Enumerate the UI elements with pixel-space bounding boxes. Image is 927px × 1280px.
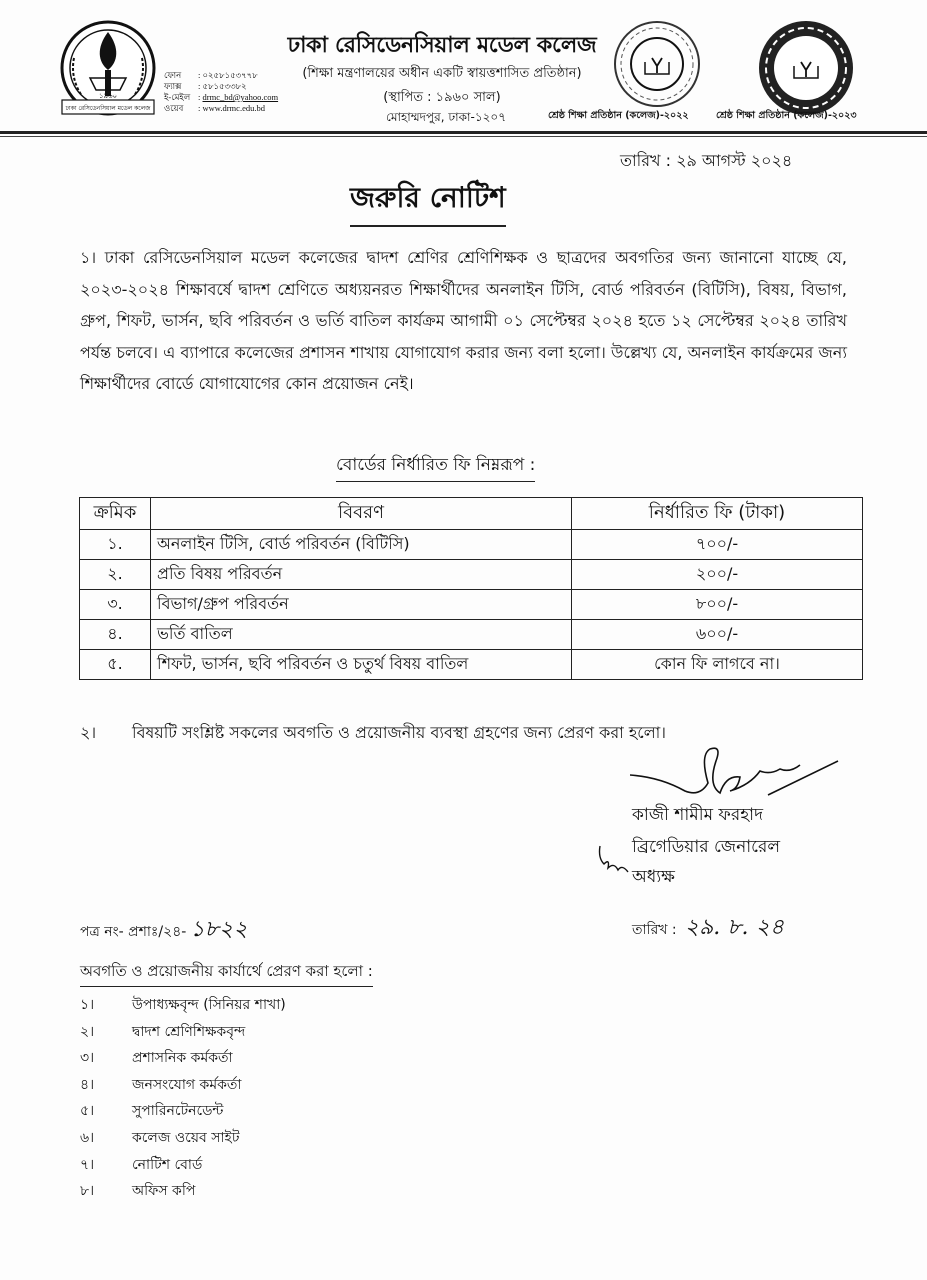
row-serial: ৩.: [80, 590, 151, 620]
signatory-title: অধ্যক্ষ: [632, 867, 675, 887]
list-item: [80, 992, 286, 1019]
list-item: [80, 1072, 286, 1099]
list-item: [80, 1019, 286, 1046]
logo-year: ১৯৬০: [98, 92, 118, 100]
row-fee: ৬০০/-: [572, 620, 863, 650]
award-caption-2022: শ্রেষ্ঠ শিক্ষা প্রতিষ্ঠান (কলেজ)-২০২২: [548, 110, 689, 121]
list-item: [80, 1045, 286, 1072]
contact-info: ফোন : ০২৫৮১৫৩৭৭৮ ফ্যাক্স : ৫৮১৫৩৩৮২ ই-মেইল : drmc_bd@yahoo.com ওয়েব : www.drmc.edu.bd: [164, 70, 279, 113]
list-item-number: ৩।: [80, 1050, 95, 1067]
list-item-label: সুপারিনটেনডেন্ট: [132, 1103, 224, 1120]
award-seal-2022-icon: [612, 18, 702, 112]
list-item-label: কলেজ ওয়েব সাইট: [132, 1129, 240, 1146]
fee-table-header-row: [80, 498, 863, 530]
list-item: [80, 1125, 286, 1152]
list-item-label: প্রশাসনিক কর্মকর্তা: [132, 1050, 233, 1067]
list-item-number: ১।: [80, 997, 95, 1013]
list-item-number: ২।: [80, 1023, 95, 1040]
list-item-number: ৮।: [80, 1183, 95, 1200]
fee-table-heading: বোর্ডের নির্ধারিত ফি নিম্নরূপ :: [336, 452, 535, 482]
table-row: [80, 560, 863, 590]
list-item-label: উপাধ্যক্ষবৃন্দ (সিনিয়র শাখা): [132, 997, 286, 1013]
notice-paragraph-1: ১। ঢাকা রেসিডেনসিয়াল মডেল কলেজের দ্বাদশ শ্রেণির শ্রেণিশিক্ষক ও ছাত্রদের অবগতির জন্য জানানো যাচ্ছে যে, ২০২৩-২০২৪ শিক্ষাবর্ষে দ্বাদশ শ্রেণিতে অধ্যয়নরত শিক্ষার্থীদের অনলাইন টিসি, বোর্ড পরিবর্তন (বিটিসি), বিষয়, বিভাগ, গ্রুপ, শিফট, ভার্সন, ছবি পরিবর্তন ও ভর্তি বাতিল কার্যক্রম আগামী ০১ সেপ্টেম্বর ২০২৪ হতে ১২ সেপ্টেম্বর ২০২৪ তারিখ পর্যন্ত চলবে। এ ব্যাপারে কলেজের প্রশাসন শাখায় যোগাযোগ করার জন্য বলা হলো। উল্লেখ্য যে, অনলাইন কার্যক্রমের জন্য শিক্ষার্থীদের বোর্ডে যোগাযোগের কোন প্রয়োজন নেই।: [80, 248, 847, 393]
row-serial: ৪.: [80, 620, 151, 650]
header-rule-thick: [0, 131, 927, 134]
footer-date-handwritten: ২৯. ৮. ২৪: [684, 915, 785, 940]
list-item-number: ৬।: [80, 1129, 95, 1146]
row-fee: ৮০০/-: [572, 590, 863, 620]
row-description: ভর্তি বাতিল: [151, 620, 572, 650]
row-description: অনলাইন টিসি, বোর্ড পরিবর্তন (বিটিসি): [151, 530, 572, 560]
paragraph-2-text: বিষয়টি সংশ্লিষ্ট সকলের অবগতি ও প্রয়োজনীয় ব্যবস্থা গ্রহণের জন্য প্রেরণ করা হলো।: [132, 723, 667, 742]
college-subtitle: (শিক্ষা মন্ত্রণালয়ের অধীন একটি স্বায়ত্তশাসিত প্রতিষ্ঠান): [302, 66, 582, 81]
college-logo-emblem: [56, 18, 160, 122]
table-row: [80, 530, 863, 560]
website-link[interactable]: : www.drmc.edu.bd: [198, 103, 265, 113]
notice-title: জরুরি নোটিশ: [350, 176, 506, 227]
row-serial: ২.: [80, 560, 151, 590]
header-rule-thin: [0, 136, 927, 137]
memo-prefix: পত্র নং- প্রশাঃ/২৪-: [80, 924, 187, 940]
table-row: [80, 620, 863, 650]
fax-label: ফ্যাক্স: [164, 81, 182, 91]
memo-number: [80, 912, 248, 949]
notice-date: তারিখ : ২৯ আগস্ট ২০২৪: [620, 151, 793, 170]
column-header-serial: ক্রমিক: [80, 498, 151, 530]
email-label: ই-মেইল: [164, 92, 191, 102]
row-description: বিভাগ/গ্রুপ পরিবর্তন: [151, 590, 572, 620]
table-row: [80, 590, 863, 620]
row-description: প্রতি বিষয় পরিবর্তন: [151, 560, 572, 590]
row-description: শিফট, ভার্সন, ছবি পরিবর্তন ও চতুর্থ বিষয় বাতিল: [151, 650, 572, 680]
column-header-fee: নির্ধারিত ফি (টাকা): [572, 498, 863, 530]
row-fee: ২০০/-: [572, 560, 863, 590]
list-item-number: ৪।: [80, 1076, 95, 1093]
signatory-rank: ব্রিগেডিয়ার জেনারেল: [632, 837, 781, 857]
list-item-label: দ্বাদশ শ্রেণিশিক্ষকবৃন্দ: [132, 1023, 246, 1040]
signatory-name: কাজী শামীম ফরহাদ: [632, 805, 764, 825]
list-item-number: ৫।: [80, 1103, 95, 1120]
fax-number: : ৫৮১৫৩৩৮২: [198, 81, 247, 91]
list-item: [80, 1152, 286, 1179]
row-serial: ৫.: [80, 650, 151, 680]
web-label: ওয়েব: [164, 103, 184, 113]
college-name: ঢাকা রেসিডেনসিয়াল মডেল কলেজ: [287, 33, 597, 58]
footer-date: [632, 910, 784, 947]
logo-banner-text: ঢাকা রেসিডেনসিয়াল মডেল কলেজ: [65, 105, 151, 112]
email-link[interactable]: drmc_bd@yahoo.com: [202, 92, 279, 102]
award-seal-2023-icon: [756, 18, 856, 118]
notice-paragraph-2: [80, 720, 666, 747]
list-item-label: নোটিশ বোর্ড: [132, 1156, 203, 1173]
recipient-list: [80, 992, 286, 1205]
fee-table: [79, 497, 863, 680]
initials-scribble-icon: [596, 840, 636, 880]
footer-date-label: তারিখ :: [632, 922, 677, 938]
row-fee: কোন ফি লাগবে না।: [572, 650, 863, 680]
column-header-description: বিবরণ: [151, 498, 572, 530]
memo-handwritten-number: ১৮২২: [190, 917, 248, 942]
phone-number: : ০২৫৮১৫৩৭৭৮: [198, 70, 258, 80]
row-fee: ৭০০/-: [572, 530, 863, 560]
award-caption-2023: শ্রেষ্ঠ শিক্ষা প্রতিষ্ঠান (কলেজ)-২০২৩: [716, 110, 857, 121]
college-address: মোহাম্মদপুর, ঢাকা-১২০৭: [385, 110, 507, 124]
phone-label: ফোন: [164, 70, 182, 80]
signature-scribble-icon: [630, 745, 840, 805]
list-item: [80, 1178, 286, 1205]
list-item: [80, 1098, 286, 1125]
list-item-label: অফিস কপি: [132, 1183, 196, 1200]
paragraph-2-number: ২।: [80, 723, 97, 742]
table-row: [80, 650, 863, 680]
forward-heading: অবগতি ও প্রয়োজনীয় কার্যার্থে প্রেরণ করা হলো :: [80, 960, 373, 987]
established-year: (স্থাপিত : ১৯৬০ সাল): [383, 90, 501, 105]
list-item-number: ৭।: [80, 1156, 95, 1173]
list-item-label: জনসংযোগ কর্মকর্তা: [132, 1076, 242, 1093]
row-serial: ১.: [80, 530, 151, 560]
